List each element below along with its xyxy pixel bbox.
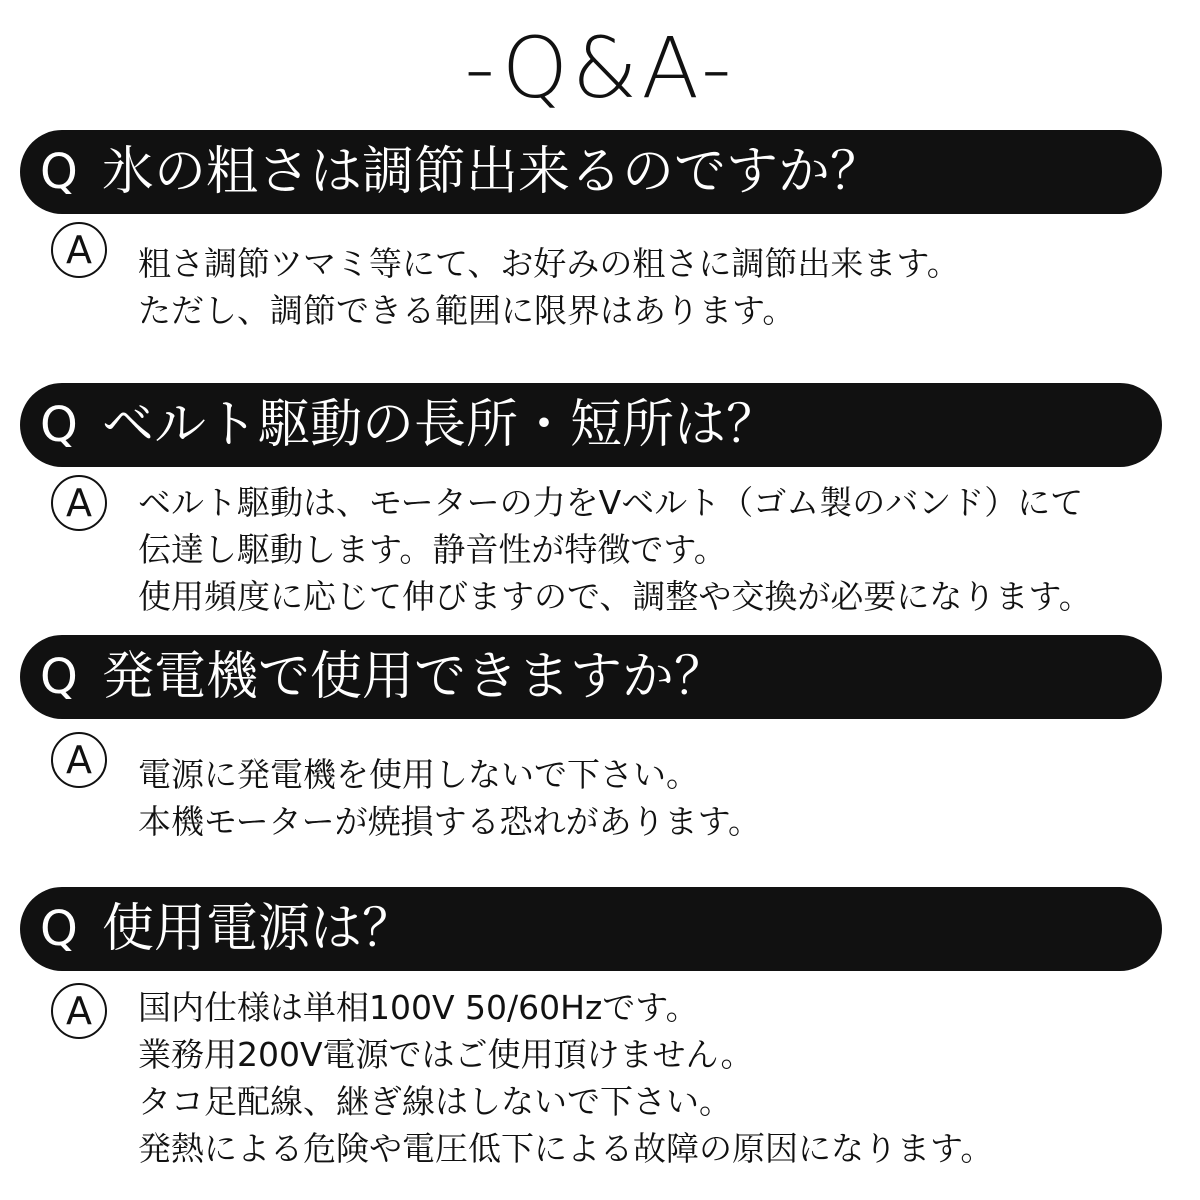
answer-line: 発熱による危険や電圧低下による故障の原因になります。 (138, 1129, 994, 1168)
answer-line: 粗さ調節ツマミ等にて、お好みの粗さに調節出来ます。 (138, 244, 960, 283)
answer-text (138, 751, 1188, 845)
answer-line: 本機モーターが焼損する恐れがあります。 (138, 802, 762, 841)
question-bar (20, 383, 1162, 467)
question-text: 氷の粗さは調節出来るのですか？ (102, 142, 883, 202)
answer-line: 伝達し駆動します。静音性が特徴です。 (138, 530, 727, 569)
question-text: ベルト駆動の長所・短所は？ (102, 395, 779, 455)
answer-line: タコ足配線、継ぎ線はしないで下さい。 (138, 1082, 732, 1121)
answer-text (138, 479, 1188, 620)
question-marker: Q (40, 144, 78, 200)
question-bar (20, 635, 1162, 719)
answer-line: ベルト駆動は、モーターの力をVベルト（ゴム製のバンド）にて (138, 483, 1084, 522)
answer-text (138, 240, 1188, 334)
question-text: 発電機で使用できますか？ (102, 647, 727, 707)
answer-line: 業務用200V電源ではご使用頂けません。 (138, 1035, 754, 1074)
answer-line: 使用頻度に応じて伸びますので、調整や交換が必要になります。 (138, 577, 1092, 616)
question-bar (20, 887, 1162, 971)
question-bar (20, 130, 1162, 214)
answer-badge: A (51, 222, 107, 278)
answer-line: 国内仕様は単相100V 50/60Hzです。 (138, 988, 699, 1027)
answer-text (138, 984, 1188, 1172)
question-marker: Q (40, 649, 78, 705)
answer-badge: A (51, 983, 107, 1039)
answer-badge: A (51, 475, 107, 531)
answer-line: ただし、調節できる範囲に限界はあります。 (138, 291, 796, 330)
answer-line: 電源に発電機を使用しないで下さい。 (138, 755, 699, 794)
question-marker: Q (40, 901, 78, 957)
answer-badge: A (51, 732, 107, 788)
question-text: 使用電源は？ (102, 899, 415, 959)
page-title: -Q&A- (464, 19, 736, 117)
question-marker: Q (40, 397, 78, 453)
